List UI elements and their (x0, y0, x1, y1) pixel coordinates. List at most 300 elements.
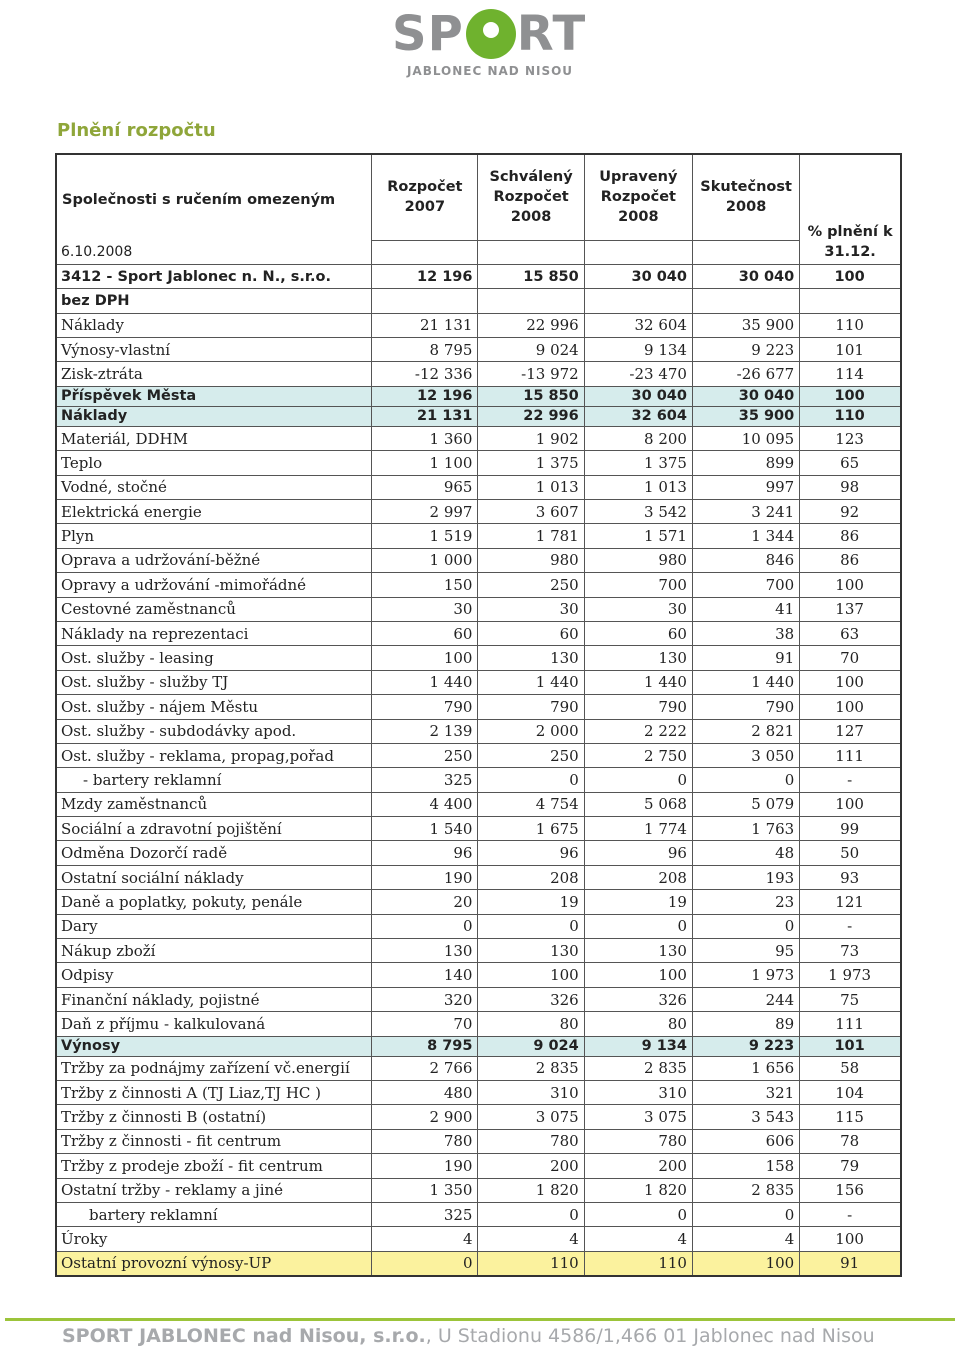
percent-cell: 91 (800, 1251, 901, 1275)
value-cell: 325 (372, 768, 478, 792)
table-row (56, 313, 901, 337)
percent-cell: 156 (800, 1178, 901, 1202)
value-cell: 250 (478, 743, 584, 767)
table-row (56, 1178, 901, 1202)
value-cell: 30 (584, 597, 692, 621)
table-row (56, 548, 901, 572)
value-cell: 60 (372, 621, 478, 645)
table-row (56, 719, 901, 743)
percent-cell: 114 (800, 362, 901, 386)
value-cell: 1 675 (478, 817, 584, 841)
value-cell: 1 540 (372, 817, 478, 841)
table-row (56, 841, 901, 865)
value-cell: 3 075 (584, 1105, 692, 1129)
value-cell: 1 820 (584, 1178, 692, 1202)
value-cell: 130 (584, 646, 692, 670)
row-label: Ost. služby - reklama, propag,pořad (56, 743, 372, 767)
table-row (56, 1154, 901, 1178)
value-cell: 326 (478, 987, 584, 1011)
value-cell: 3 607 (478, 500, 584, 524)
table-row (56, 362, 901, 386)
value-cell: -12 336 (372, 362, 478, 386)
value-cell: 244 (692, 987, 799, 1011)
percent-cell: 111 (800, 743, 901, 767)
row-label: Výnosy-vlastní (56, 338, 372, 362)
percent-cell: 104 (800, 1081, 901, 1105)
value-cell: 1 763 (692, 817, 799, 841)
value-cell: 8 200 (584, 426, 692, 450)
value-cell: 965 (372, 475, 478, 499)
percent-cell: 100 (800, 573, 901, 597)
table-row (56, 646, 901, 670)
percent-cell: 100 (800, 264, 901, 288)
value-cell: 310 (584, 1081, 692, 1105)
table-row (56, 1056, 901, 1080)
value-cell: 110 (478, 1251, 584, 1275)
value-cell: 22 996 (478, 313, 584, 337)
value-cell: 208 (584, 865, 692, 889)
table-row (56, 743, 901, 767)
value-cell: 100 (584, 963, 692, 987)
value-cell: 2 750 (584, 743, 692, 767)
value-cell: 1 013 (478, 475, 584, 499)
value-cell: 80 (584, 1012, 692, 1036)
row-label: Tržby z prodeje zboží - fit centrum (56, 1154, 372, 1178)
value-cell: 700 (584, 573, 692, 597)
percent-cell: 137 (800, 597, 901, 621)
note-row (56, 289, 901, 313)
value-cell: 1 519 (372, 524, 478, 548)
table-row (56, 792, 901, 816)
value-cell: 0 (584, 1202, 692, 1226)
table-row (56, 386, 901, 406)
percent-cell: 100 (800, 792, 901, 816)
value-cell: 89 (692, 1012, 799, 1036)
value-cell: 4 400 (372, 792, 478, 816)
percent-cell: - (800, 1202, 901, 1226)
header-actual-2008: Skutečnost 2008 (692, 154, 799, 240)
table-row (56, 914, 901, 938)
percent-cell: 73 (800, 939, 901, 963)
empty-cell (584, 240, 692, 264)
value-cell: 1 350 (372, 1178, 478, 1202)
row-label: Daně a poplatky, pokuty, penále (56, 890, 372, 914)
row-label: Ost. služby - subdodávky apod. (56, 719, 372, 743)
value-cell: 0 (478, 914, 584, 938)
value-cell: 1 344 (692, 524, 799, 548)
table-row (56, 475, 901, 499)
value-cell: 9 134 (584, 338, 692, 362)
value-cell: 1 571 (584, 524, 692, 548)
row-label: Odpisy (56, 963, 372, 987)
value-cell: 12 196 (372, 386, 478, 406)
value-cell: 9 024 (478, 1036, 584, 1056)
table-row (56, 695, 901, 719)
percent-cell: 50 (800, 841, 901, 865)
value-cell: 4 754 (478, 792, 584, 816)
percent-cell: 92 (800, 500, 901, 524)
empty-cell (372, 289, 478, 313)
value-cell: 96 (372, 841, 478, 865)
header-company: Společnosti s ručením omezeným (56, 154, 372, 240)
table-row (56, 1105, 901, 1129)
empty-cell (800, 289, 901, 313)
value-cell: 38 (692, 621, 799, 645)
percent-cell: 100 (800, 1227, 901, 1251)
table-row (56, 939, 901, 963)
header-adjusted-budget-2008: Upravený Rozpočet 2008 (584, 154, 692, 240)
value-cell: 130 (372, 939, 478, 963)
value-cell: 1 440 (584, 670, 692, 694)
table-row (56, 1012, 901, 1036)
report-date: 6.10.2008 (56, 240, 372, 264)
value-cell: 0 (584, 914, 692, 938)
value-cell: -13 972 (478, 362, 584, 386)
percent-cell: 110 (800, 313, 901, 337)
value-cell: 19 (478, 890, 584, 914)
value-cell: 0 (584, 768, 692, 792)
table-row (56, 426, 901, 450)
value-cell: 1 100 (372, 451, 478, 475)
value-cell: 130 (478, 646, 584, 670)
value-cell: 20 (372, 890, 478, 914)
row-label: Cestovné zaměstnanců (56, 597, 372, 621)
empty-cell (584, 289, 692, 313)
table-row (56, 406, 901, 426)
row-label: Tržby z činnosti A (TJ Liaz,TJ HC ) (56, 1081, 372, 1105)
percent-cell: - (800, 768, 901, 792)
value-cell: 91 (692, 646, 799, 670)
page-title: Plnění rozpočtu (57, 120, 216, 141)
value-cell: 80 (478, 1012, 584, 1036)
value-cell: 30 (372, 597, 478, 621)
value-cell: 480 (372, 1081, 478, 1105)
logo-subtitle: JABLONEC NAD NISOU (406, 64, 574, 78)
row-label: Dary (56, 914, 372, 938)
value-cell: 2 835 (692, 1178, 799, 1202)
percent-cell: 65 (800, 451, 901, 475)
company-name: 3412 - Sport Jablonec n. N., s.r.o. (56, 264, 372, 288)
value-cell: 9 223 (692, 1036, 799, 1056)
value-cell: 1 902 (478, 426, 584, 450)
percent-cell: 70 (800, 646, 901, 670)
sport-logo (0, 0, 960, 90)
value-cell: 250 (372, 743, 478, 767)
value-cell: 41 (692, 597, 799, 621)
table-row (56, 1251, 901, 1275)
value-cell: 96 (478, 841, 584, 865)
value-cell: 0 (692, 1202, 799, 1226)
percent-cell: 101 (800, 1036, 901, 1056)
table-row (56, 1129, 901, 1153)
row-label: Elektrická energie (56, 500, 372, 524)
value-cell: 310 (478, 1081, 584, 1105)
header-percent-fulfilment: % plnění k 31.12. (800, 154, 901, 264)
value-cell: 4 (584, 1227, 692, 1251)
percent-cell: 123 (800, 426, 901, 450)
percent-cell: 115 (800, 1105, 901, 1129)
footer-text (62, 1325, 875, 1347)
value-cell: 22 996 (478, 406, 584, 426)
value-cell: 700 (692, 573, 799, 597)
value-cell: 30 040 (692, 264, 799, 288)
value-cell: 3 241 (692, 500, 799, 524)
percent-cell: 98 (800, 475, 901, 499)
value-cell: 2 000 (478, 719, 584, 743)
empty-cell (478, 240, 584, 264)
value-cell: 15 850 (478, 386, 584, 406)
percent-cell: 100 (800, 386, 901, 406)
value-cell: 9 223 (692, 338, 799, 362)
row-label: Výnosy (56, 1036, 372, 1056)
value-cell: 10 095 (692, 426, 799, 450)
row-label: Sociální a zdravotní pojištění (56, 817, 372, 841)
table-row (56, 890, 901, 914)
value-cell: 158 (692, 1154, 799, 1178)
value-cell: -23 470 (584, 362, 692, 386)
value-cell: 1 000 (372, 548, 478, 572)
logo-text-end: RT (516, 6, 587, 62)
value-cell: 3 050 (692, 743, 799, 767)
percent-cell: 58 (800, 1056, 901, 1080)
table-row (56, 670, 901, 694)
value-cell: 326 (584, 987, 692, 1011)
header-budget-2007: Rozpočet 2007 (372, 154, 478, 240)
empty-cell (692, 289, 799, 313)
row-label: Náklady (56, 313, 372, 337)
value-cell: 1 440 (372, 670, 478, 694)
table-row (56, 1081, 901, 1105)
value-cell: 100 (372, 646, 478, 670)
empty-cell (692, 240, 799, 264)
footer-divider (5, 1318, 955, 1321)
value-cell: 190 (372, 1154, 478, 1178)
value-cell: 980 (584, 548, 692, 572)
value-cell: 35 900 (692, 406, 799, 426)
value-cell: 325 (372, 1202, 478, 1226)
footer-address: , U Stadionu 4586/1,466 01 Jablonec nad Nisou (425, 1325, 875, 1347)
value-cell: 32 604 (584, 406, 692, 426)
value-cell: 997 (692, 475, 799, 499)
value-cell: 1 973 (692, 963, 799, 987)
value-cell: 846 (692, 548, 799, 572)
value-cell: 200 (584, 1154, 692, 1178)
percent-cell: 100 (800, 670, 901, 694)
table-row (56, 963, 901, 987)
value-cell: 60 (478, 621, 584, 645)
value-cell: 1 375 (584, 451, 692, 475)
row-label: Oprava a udržování-běžné (56, 548, 372, 572)
percent-cell: 99 (800, 817, 901, 841)
row-label: Vodné, stočné (56, 475, 372, 499)
value-cell: 21 131 (372, 313, 478, 337)
row-label: Ost. služby - leasing (56, 646, 372, 670)
value-cell: 3 075 (478, 1105, 584, 1129)
value-cell: 200 (478, 1154, 584, 1178)
value-cell: 32 604 (584, 313, 692, 337)
value-cell: 1 013 (584, 475, 692, 499)
tennis-ball-icon (466, 9, 516, 59)
value-cell: 2 766 (372, 1056, 478, 1080)
value-cell: 1 820 (478, 1178, 584, 1202)
row-label: bartery reklamní (56, 1202, 372, 1226)
row-label: Odměna Dozorčí radě (56, 841, 372, 865)
logo-text-start: SP (392, 6, 464, 62)
value-cell: 208 (478, 865, 584, 889)
value-cell: 899 (692, 451, 799, 475)
row-label: Úroky (56, 1227, 372, 1251)
value-cell: 48 (692, 841, 799, 865)
table-row (56, 768, 901, 792)
value-cell: 35 900 (692, 313, 799, 337)
row-label: Plyn (56, 524, 372, 548)
value-cell: 1 440 (478, 670, 584, 694)
value-cell: 21 131 (372, 406, 478, 426)
value-cell: 190 (372, 865, 478, 889)
row-label: Tržby z činnosti B (ostatní) (56, 1105, 372, 1129)
row-label: Opravy a udržování -mimořádné (56, 573, 372, 597)
table-row (56, 338, 901, 362)
row-label: Daň z příjmu - kalkulovaná (56, 1012, 372, 1036)
value-cell: 0 (478, 768, 584, 792)
row-label: Náklady (56, 406, 372, 426)
value-cell: 3 542 (584, 500, 692, 524)
value-cell: 96 (584, 841, 692, 865)
row-label: Ost. služby - služby TJ (56, 670, 372, 694)
value-cell: 2 900 (372, 1105, 478, 1129)
value-cell: 0 (478, 1202, 584, 1226)
value-cell: 23 (692, 890, 799, 914)
row-label: Mzdy zaměstnanců (56, 792, 372, 816)
value-cell: 250 (478, 573, 584, 597)
table-row (56, 865, 901, 889)
value-cell: 0 (372, 1251, 478, 1275)
row-label: Ost. služby - nájem Městu (56, 695, 372, 719)
table-row (56, 987, 901, 1011)
row-label: Náklady na reprezentaci (56, 621, 372, 645)
value-cell: 150 (372, 573, 478, 597)
table-row (56, 597, 901, 621)
table-row (56, 500, 901, 524)
value-cell: 12 196 (372, 264, 478, 288)
value-cell: 19 (584, 890, 692, 914)
value-cell: 2 997 (372, 500, 478, 524)
value-cell: -26 677 (692, 362, 799, 386)
value-cell: 130 (584, 939, 692, 963)
value-cell: 790 (478, 695, 584, 719)
value-cell: 2 835 (584, 1056, 692, 1080)
date-row (56, 240, 901, 264)
row-label: Finanční náklady, pojistné (56, 987, 372, 1011)
value-cell: 321 (692, 1081, 799, 1105)
table-row (56, 1202, 901, 1226)
percent-cell: 86 (800, 524, 901, 548)
percent-cell: 110 (800, 406, 901, 426)
value-cell: 5 079 (692, 792, 799, 816)
value-cell: 1 360 (372, 426, 478, 450)
row-label: Příspěvek Města (56, 386, 372, 406)
value-cell: 8 795 (372, 338, 478, 362)
value-cell: 95 (692, 939, 799, 963)
percent-cell: 79 (800, 1154, 901, 1178)
row-label: Ostatní tržby - reklamy a jiné (56, 1178, 372, 1202)
empty-cell (372, 240, 478, 264)
value-cell: 0 (372, 914, 478, 938)
value-cell: 2 222 (584, 719, 692, 743)
value-cell: 0 (692, 768, 799, 792)
value-cell: 110 (584, 1251, 692, 1275)
table-row (56, 817, 901, 841)
value-cell: 9 134 (584, 1036, 692, 1056)
percent-cell: 111 (800, 1012, 901, 1036)
percent-cell: 100 (800, 695, 901, 719)
value-cell: 606 (692, 1129, 799, 1153)
percent-cell: 101 (800, 338, 901, 362)
value-cell: 4 (692, 1227, 799, 1251)
table-row (56, 621, 901, 645)
table-row (56, 573, 901, 597)
value-cell: 790 (692, 695, 799, 719)
budget-table (55, 153, 902, 1277)
table-header-row (56, 154, 901, 240)
table-row (56, 1227, 901, 1251)
row-label: Materiál, DDHM (56, 426, 372, 450)
value-cell: 780 (372, 1129, 478, 1153)
percent-cell: 86 (800, 548, 901, 572)
value-cell: 5 068 (584, 792, 692, 816)
footer-company: SPORT JABLONEC nad Nisou, s.r.o. (62, 1325, 426, 1347)
percent-cell: 75 (800, 987, 901, 1011)
value-cell: 193 (692, 865, 799, 889)
value-cell: 8 795 (372, 1036, 478, 1056)
value-cell: 30 (478, 597, 584, 621)
value-cell: 3 543 (692, 1105, 799, 1129)
value-cell: 2 139 (372, 719, 478, 743)
percent-cell: 121 (800, 890, 901, 914)
empty-cell (478, 289, 584, 313)
value-cell: 1 774 (584, 817, 692, 841)
table-row (56, 451, 901, 475)
logo-wordmark (392, 8, 586, 60)
table-row (56, 1036, 901, 1056)
percent-cell: 127 (800, 719, 901, 743)
value-cell: 0 (692, 914, 799, 938)
value-cell: 60 (584, 621, 692, 645)
row-label: Tržby za podnájmy zařízení vč.energií (56, 1056, 372, 1080)
company-row (56, 264, 901, 288)
value-cell: 30 040 (692, 386, 799, 406)
value-cell: 4 (478, 1227, 584, 1251)
value-cell: 2 835 (478, 1056, 584, 1080)
percent-cell: 93 (800, 865, 901, 889)
value-cell: 30 040 (584, 386, 692, 406)
value-cell: 30 040 (584, 264, 692, 288)
value-cell: 320 (372, 987, 478, 1011)
row-label: Nákup zboží (56, 939, 372, 963)
vat-note: bez DPH (56, 289, 372, 313)
value-cell: 790 (584, 695, 692, 719)
percent-cell: 78 (800, 1129, 901, 1153)
value-cell: 1 781 (478, 524, 584, 548)
row-label: Zisk-ztráta (56, 362, 372, 386)
value-cell: 980 (478, 548, 584, 572)
value-cell: 2 821 (692, 719, 799, 743)
value-cell: 1 440 (692, 670, 799, 694)
value-cell: 140 (372, 963, 478, 987)
value-cell: 4 (372, 1227, 478, 1251)
percent-cell: 1 973 (800, 963, 901, 987)
row-label: - bartery reklamní (56, 768, 372, 792)
